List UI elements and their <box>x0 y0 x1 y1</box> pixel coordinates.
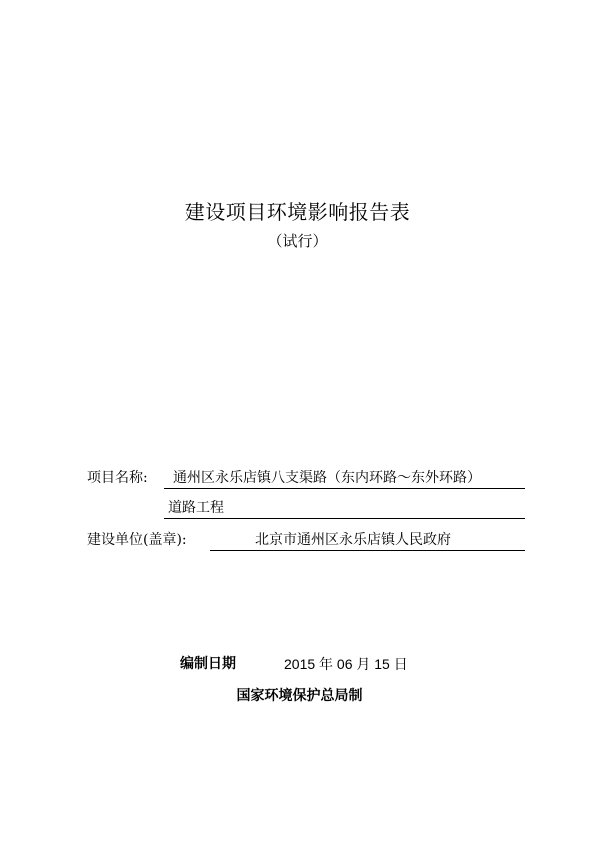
compile-date-value: 2015 年 06 月 15 日 <box>284 656 408 672</box>
project-name-value-line1: 通州区永乐店镇八支渠路（东内环路～东外环路） <box>164 469 525 489</box>
builder-value: 北京市通州区永乐店镇人民政府 <box>210 531 525 551</box>
compile-date-label: 编制日期 <box>180 656 236 672</box>
project-name-value-line2: 道路工程 <box>164 499 525 519</box>
builder-label: 建设单位(盖章): <box>87 532 187 548</box>
issuer-text: 国家环境保护总局制 <box>236 688 363 704</box>
document-subtitle: （试行） <box>267 232 328 250</box>
document-title: 建设项目环境影响报告表 <box>184 200 411 224</box>
project-name-label: 项目名称: <box>87 470 148 486</box>
